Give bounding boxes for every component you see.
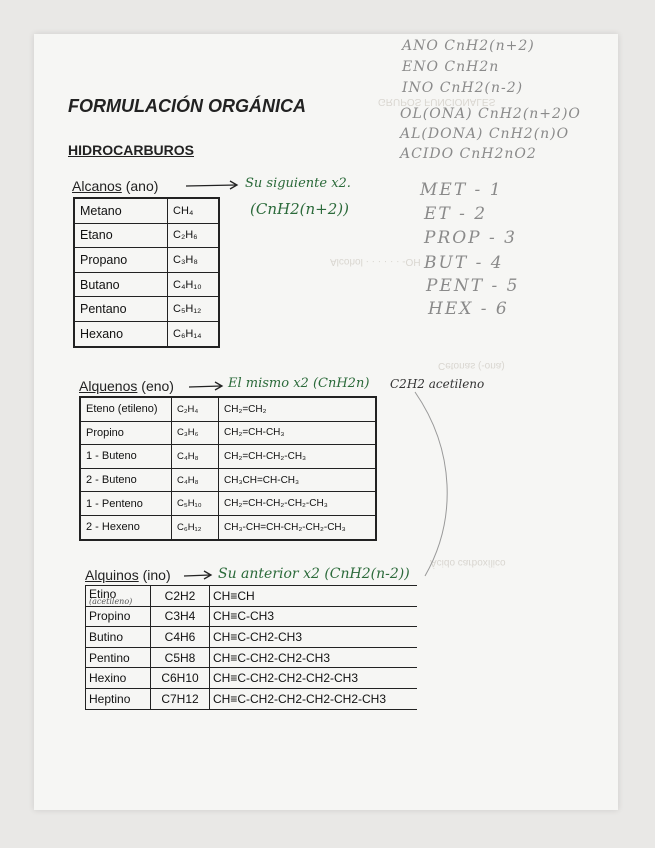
structure-cell: CH₂=CH₂ xyxy=(219,397,377,421)
page-title: FORMULACIÓN ORGÁNICA xyxy=(68,96,306,116)
arrow-icon xyxy=(184,178,244,192)
prefix-6: HEX - 6 xyxy=(428,299,509,319)
name-cell: Propino xyxy=(86,606,151,627)
formula-cell: C₂H₆ xyxy=(168,223,220,248)
structure-cell: CH≡C-CH2-CH2-CH2-CH3 xyxy=(210,668,418,689)
formula-cell: C₄H₈ xyxy=(172,445,219,469)
name-cell: 1 - Buteno xyxy=(80,445,172,469)
table-row xyxy=(86,688,418,709)
structure-cell: CH≡CH xyxy=(210,586,418,607)
alcanos-table xyxy=(73,197,220,348)
alcanos-note: Su siguiente x2. xyxy=(245,176,351,191)
alcanos-formula: (CnH2(n+2)) xyxy=(250,200,349,218)
alquinos-heading xyxy=(85,567,171,583)
prefix-1: MET - 1 xyxy=(420,180,503,200)
note-acido: ACIDO CnH2nO2 xyxy=(400,146,537,162)
formula-cell: C₃H₆ xyxy=(172,421,219,445)
table-row xyxy=(86,668,418,689)
alquenos-heading-suffix: (eno) xyxy=(141,378,174,394)
formula-cell: CH₄ xyxy=(168,198,220,223)
table-row xyxy=(74,223,219,248)
alquenos-note: El mismo x2 (CnH2n) xyxy=(228,376,370,391)
alcanos-heading xyxy=(72,178,158,194)
structure-cell: CH≡C-CH3 xyxy=(210,606,418,627)
structure-cell: CH₂=CH-CH₂-CH₃ xyxy=(219,445,377,469)
formula-cell: C₂H₄ xyxy=(172,397,219,421)
table-row xyxy=(86,627,418,648)
prefix-5: PENT - 5 xyxy=(426,276,520,296)
name-cell: Butino xyxy=(86,627,151,648)
bleed-through: GRUPOS FUNCIONALES xyxy=(378,96,496,107)
name-cell: Pentino xyxy=(86,647,151,668)
note-al: AL(DONA) CnH2(n)O xyxy=(400,126,570,142)
name-cell: 1 - Penteno xyxy=(80,492,172,516)
section-title: HIDROCARBUROS xyxy=(68,142,194,158)
formula-cell: C₅H₁₀ xyxy=(172,492,219,516)
formula-cell: C₆H₁₄ xyxy=(168,321,220,346)
alcanos-heading-suffix: (ano) xyxy=(125,178,159,194)
note-ano: ANO CnH2(n+2) xyxy=(402,38,535,54)
formula-cell: C₄H₈ xyxy=(172,468,219,492)
name-cell xyxy=(86,586,151,607)
arrow-icon xyxy=(187,379,227,393)
bleed-through: Alcohol · · · · · · -OH xyxy=(330,256,421,267)
name-cell: 2 - Buteno xyxy=(80,468,172,492)
name-text: Etino xyxy=(89,586,117,601)
note-ino: INO CnH2(n-2) xyxy=(402,80,524,96)
table-row xyxy=(80,445,376,469)
name-cell: Metano xyxy=(74,198,168,223)
formula-cell: C₄H₁₀ xyxy=(168,272,220,297)
name-cell: Heptino xyxy=(86,688,151,709)
prefix-4: BUT - 4 xyxy=(424,253,504,273)
table-row xyxy=(80,397,376,421)
alquenos-heading xyxy=(79,378,174,394)
prefix-3: PROP - 3 xyxy=(424,228,517,248)
name-cell: Eteno (etileno) xyxy=(80,397,172,421)
name-cell: Hexino xyxy=(86,668,151,689)
table-row xyxy=(86,647,418,668)
alcanos-heading-name: Alcanos xyxy=(72,178,122,194)
table-row xyxy=(74,272,219,297)
table-row xyxy=(86,606,418,627)
bleed-through: Ácido carboxílico xyxy=(430,557,506,568)
table-row xyxy=(80,492,376,516)
table-row xyxy=(80,421,376,445)
structure-cell: CH≡C-CH2-CH2-CH3 xyxy=(210,647,418,668)
table-row xyxy=(74,321,219,346)
table-row xyxy=(74,297,219,322)
table-row xyxy=(74,248,219,273)
name-cell: Propano xyxy=(74,248,168,273)
alquenos-heading-name: Alquenos xyxy=(79,378,138,394)
formula-cell: C7H12 xyxy=(151,688,210,709)
structure-cell: CH₃CH=CH-CH₃ xyxy=(219,468,377,492)
prefix-2: ET - 2 xyxy=(424,204,488,224)
name-cell: Pentano xyxy=(74,297,168,322)
alquenos-side-note: C2H2 acetileno xyxy=(390,377,485,391)
formula-cell: C₃H₈ xyxy=(168,248,220,273)
structure-cell: CH₂=CH-CH₃ xyxy=(219,421,377,445)
name-subnote: (acetileno) xyxy=(89,596,133,606)
structure-cell: CH≡C-CH2-CH3 xyxy=(210,627,418,648)
formula-cell: C5H8 xyxy=(151,647,210,668)
alquinos-heading-name: Alquinos xyxy=(85,567,139,583)
arrow-icon xyxy=(182,568,216,582)
table-row xyxy=(80,468,376,492)
connector-curve xyxy=(395,390,455,580)
bleed-through: Cetonas (-ona) xyxy=(438,360,505,371)
name-cell: 2 - Hexeno xyxy=(80,515,172,539)
structure-cell: CH≡C-CH2-CH2-CH2-CH2-CH3 xyxy=(210,688,418,709)
structure-cell: CH₂=CH-CH₂-CH₂-CH₃ xyxy=(219,492,377,516)
formula-cell: C₅H₁₂ xyxy=(168,297,220,322)
formula-cell: C4H6 xyxy=(151,627,210,648)
formula-cell: C₆H₁₂ xyxy=(172,515,219,539)
name-cell: Butano xyxy=(74,272,168,297)
table-row xyxy=(80,515,376,539)
formula-cell: C3H4 xyxy=(151,606,210,627)
formula-cell: C2H2 xyxy=(151,586,210,607)
note-eno: ENO CnH2n xyxy=(402,59,500,75)
alquinos-note: Su anterior x2 (CnH2(n-2)) xyxy=(218,566,410,582)
structure-cell: CH₃-CH=CH-CH₂-CH₂-CH₃ xyxy=(219,515,377,539)
formula-cell: C6H10 xyxy=(151,668,210,689)
table-row xyxy=(86,586,418,607)
name-cell: Etano xyxy=(74,223,168,248)
name-cell: Propino xyxy=(80,421,172,445)
note-ol: OL(ONA) CnH2(n+2)O xyxy=(400,106,581,122)
table-row xyxy=(74,198,219,223)
alquinos-heading-suffix: (ino) xyxy=(142,567,171,583)
alquenos-table xyxy=(79,396,377,541)
name-cell: Hexano xyxy=(74,321,168,346)
alquinos-table xyxy=(85,585,417,710)
